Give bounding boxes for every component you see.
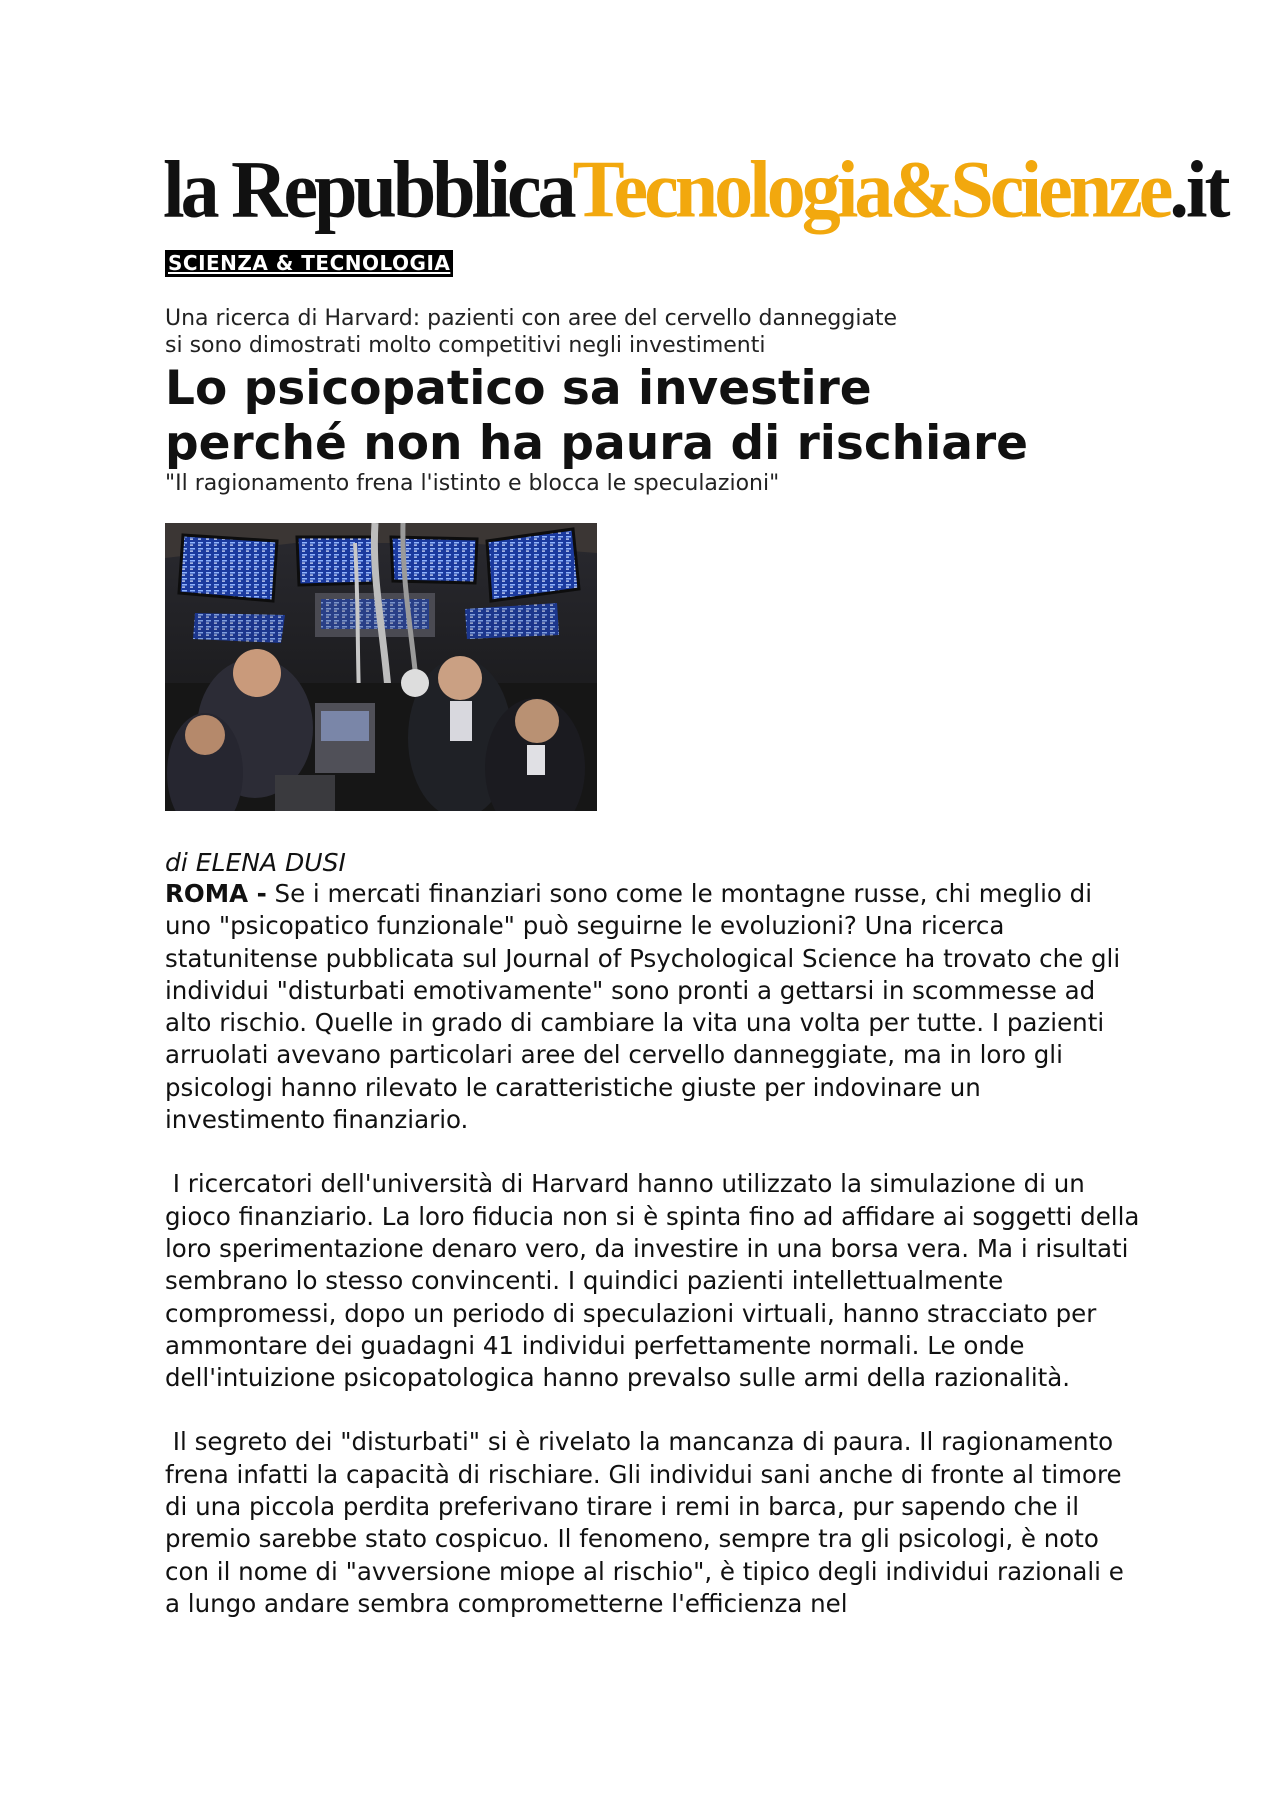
kicker-line-2: si sono dimostrati molto competitivi negli investimenti [165,333,766,358]
masthead-logo [163,142,1228,240]
article-paragraph-3: Il segreto dei "disturbati" si è rivelato la mancanza di paura. Il ragionamento frena infatti la capacità di rischiare. Gli individui sani anche di fronte al timore di una piccola perdita preferivano tirare i remi in barca, pur sapendo che il premio sarebbe stato cospicuo. Il fenomeno, sempre tra gli psicologi, è noto con il nome di "avversione miope al rischio", è tipico degli individui razionali e a lungo andare sembra comprometterne l'efficienza nel [165,1427,1124,1618]
headline-line-1: Lo psicopatico sa investire [165,361,872,416]
stock-exchange-photo [165,523,597,811]
dateline: ROMA - [165,879,267,908]
page-title [165,361,1115,471]
section-label: SCIENZA & TECNOLOGIA [165,250,453,277]
masthead-brand: la Repubblica [163,142,573,235]
headline-line-2: perché non ha paura di rischiare [165,416,1029,471]
subheadline: "Il ragionamento frena l'istinto e blocca le speculazioni" [165,471,780,496]
paragraph-1-text: Se i mercati finanziari sono come le montagne russe, chi meglio di uno "psicopatico funzionale" può seguirne le evoluzioni? Una ricerca statunitense pubblicata sul Journal of Psychological Science ha trovato che gli individui "disturbati emotivamente" sono pronti a gettarsi in scommesse ad alto rischio. Quelle in grado di cambiare la vita una volta per tutte. I pazienti arruolati avevano particolari aree del cervello danneggiate, ma in loro gli psicologi hanno rilevato le caratteristiche giuste per indovinare un investimento finanziario. [165,879,1121,1135]
article-paragraph-2: I ricercatori dell'università di Harvard hanno utilizzato la simulazione di un gioco finanziario. La loro fiducia non si è spinta fino ad affidare ai soggetti della loro sperimentazione denaro vero, da investire in una borsa vera. Ma i risultati sembrano lo stesso convincenti. I quindici pazienti intellettualmente compromessi, dopo un periodo di speculazioni virtuali, hanno stracciato per ammontare dei guadagni 41 individui perfettamente normali. Le onde dell'intuizione psicopatologica hanno prevalso sulle armi della razionalità. [165,1169,1140,1393]
byline: di ELENA DUSI [165,848,346,877]
masthead-tld: .it [1169,142,1228,235]
article-paragraph-1 [165,878,1145,1136]
article-body [165,878,1145,1652]
masthead-site: Tecnologia&Scienze [572,142,1170,235]
article-photo [165,523,597,811]
kicker [165,305,1065,359]
kicker-line-1: Una ricerca di Harvard: pazienti con aree del cervello danneggiate [165,306,898,331]
